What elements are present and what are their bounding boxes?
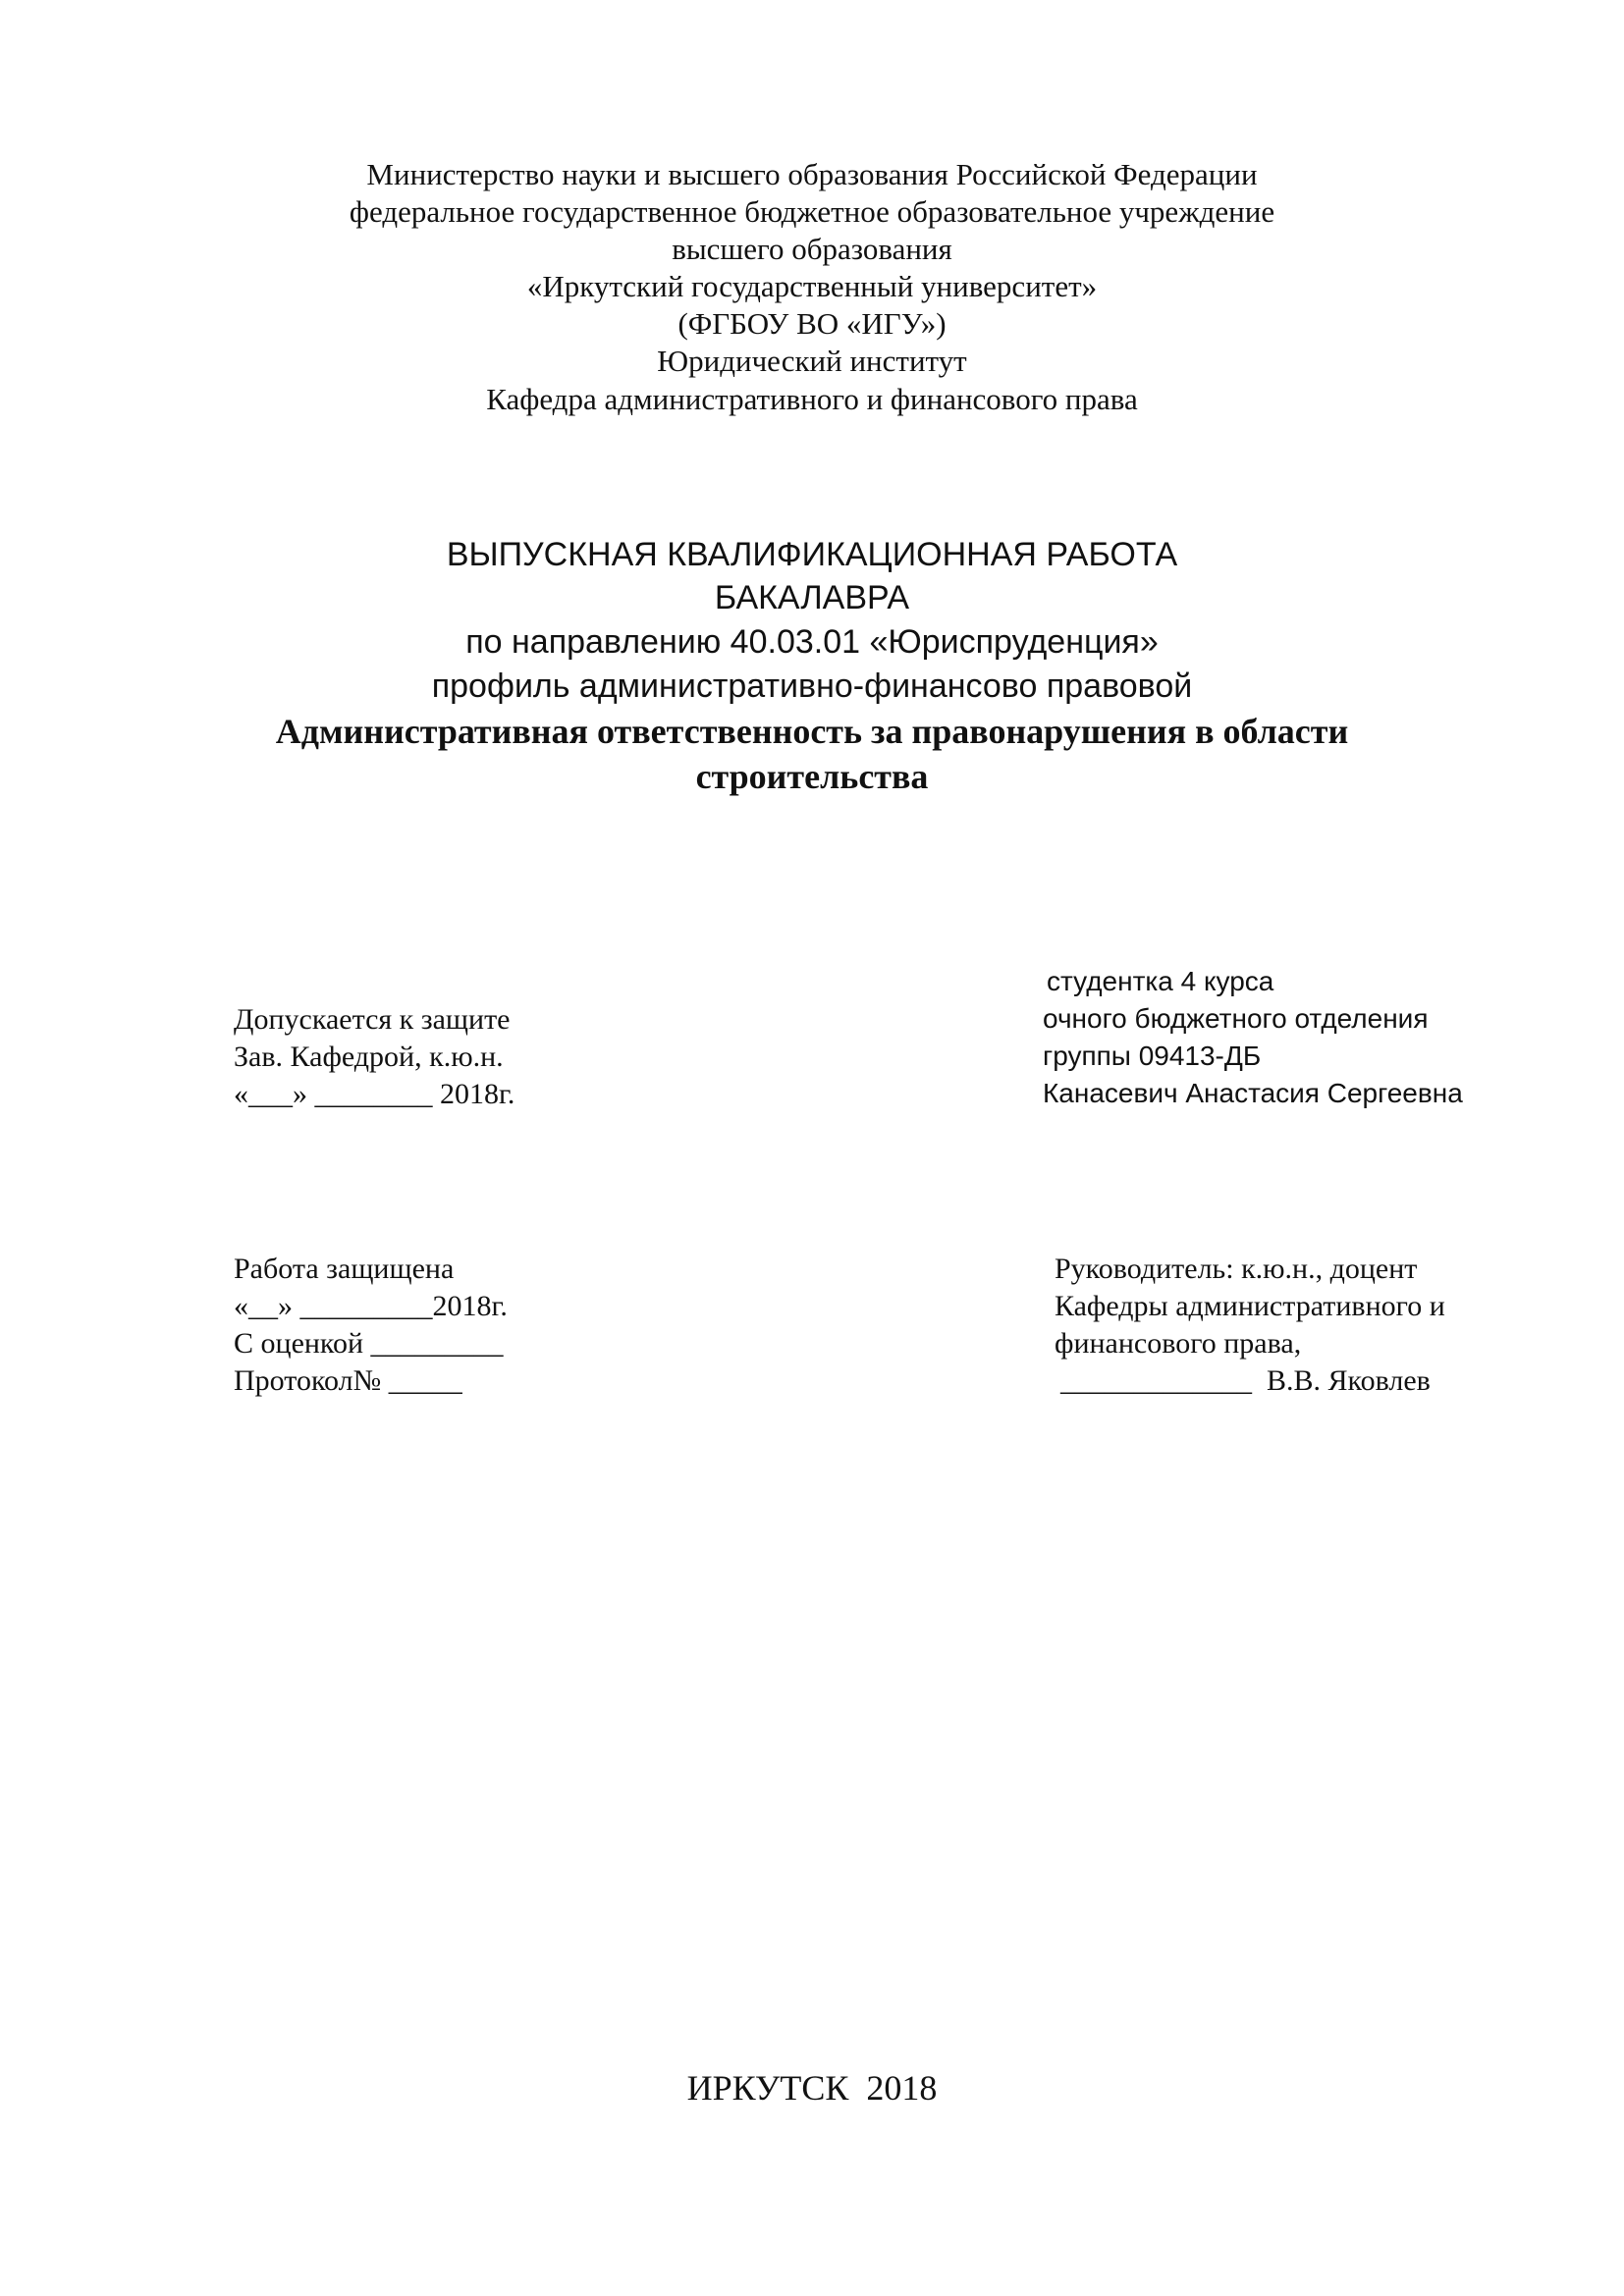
institute-name: Юридический институт — [657, 344, 967, 378]
ministry-line: Министерство науки и высшего образования Российской Федерации — [366, 157, 1258, 191]
department-name: Кафедра административного и финансового права — [486, 382, 1138, 416]
supervisor-signature-name: _____________ В.В. Яковлев — [1060, 1364, 1431, 1397]
city-year-footer: ИРКУТСК 2018 — [686, 2068, 938, 2108]
work-type-title: ВЫПУСКНАЯ КВАЛИФИКАЦИОННАЯ РАБОТА — [446, 536, 1178, 573]
profile-line: профиль административно-финансово правовой — [431, 667, 1193, 705]
protocol-blank: Протокол№ _____ — [234, 1364, 462, 1397]
supervisor-title: Руководитель: к.ю.н., доцент — [1055, 1253, 1418, 1285]
supervisor-department: Кафедры административного и — [1055, 1290, 1445, 1322]
grade-blank: С оценкой _________ — [234, 1327, 504, 1360]
institution-type-line: федеральное государственное бюджетное образовательное учреждение — [349, 194, 1275, 229]
student-name: Канасевич Анастасия Сергеевна — [1043, 1078, 1463, 1108]
supervisor-department-cont: финансового права, — [1055, 1327, 1302, 1360]
admission-label: Допускается к защите — [234, 1003, 511, 1036]
university-name: «Иркутский государственный университет» — [526, 269, 1098, 303]
university-abbreviation: (ФГБОУ ВО «ИГУ») — [677, 306, 947, 341]
defense-date-blank: «__» _________2018г. — [234, 1290, 508, 1322]
student-group: группы 09413-ДБ — [1043, 1041, 1262, 1071]
admission-date-blank: «___» ________ 2018г. — [234, 1078, 515, 1110]
direction-line: по направлению 40.03.01 «Юриспруденция» — [465, 623, 1159, 661]
topic-title-line2: строительства — [695, 757, 929, 796]
student-course: студентка 4 курса — [1047, 966, 1274, 996]
student-department: очного бюджетного отделения — [1043, 1003, 1429, 1034]
defense-label: Работа защищена — [234, 1253, 455, 1285]
education-level-line: высшего образования — [672, 232, 952, 266]
head-of-department-label: Зав. Кафедрой, к.ю.н. — [234, 1041, 504, 1073]
topic-title-line1: Административная ответственность за правонарушения в области — [275, 712, 1349, 751]
degree-title: БАКАЛАВРА — [714, 579, 910, 616]
